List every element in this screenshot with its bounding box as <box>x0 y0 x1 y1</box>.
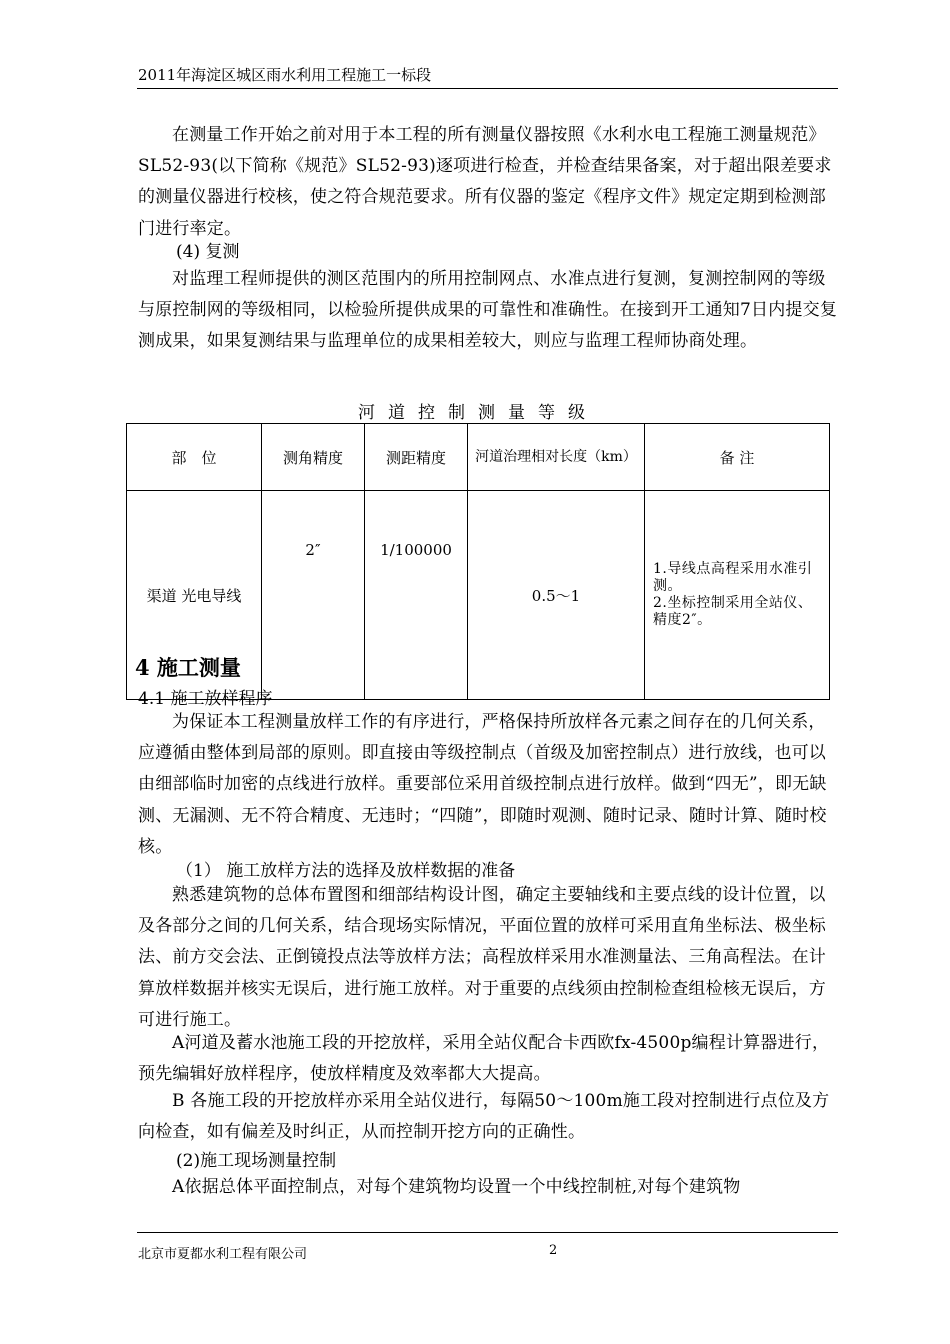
th-angle: 测角精度 <box>262 424 365 491</box>
cell-angle: 2″ <box>262 491 365 700</box>
page-header-title: 2011年海淀区城区雨水利用工程施工一标段 <box>138 66 432 84</box>
footer-company: 北京市夏都水利工程有限公司 <box>138 1247 308 1262</box>
table-header-row <box>127 424 830 491</box>
th-length: 河道治理相对长度（km） <box>468 424 645 491</box>
section-heading: 4 施工测量 <box>135 655 241 680</box>
item-recheck: (4) 复测 <box>176 242 240 262</box>
cell-part: 渠道 光电导线 <box>127 491 262 700</box>
paragraph-a: A河道及蓄水池施工段的开挖放样，采用全站仪配合卡西欧fx-4500p编程计算器进行，预先编辑好放样程序，使放样精度及效率都大大提高。 <box>138 1033 830 1085</box>
th-note: 备 注 <box>645 424 830 491</box>
paragraph-instrument-check: 在测量工作开始之前对用于本工程的所有测量仪器按照《水利水电工程施工测量规范》SL52-93(以下简称《规范》SL52-93)逐项进行检查，并检查结果备案，对于超出限差要求的测量仪器进行校核，使之符合规范要求。所有仪器的鉴定《程序文件》规定定期到检测部门进行率定。 <box>138 125 832 239</box>
table-caption: 河道控制测量等级 <box>358 403 598 423</box>
note-line-2: 2.坐标控制采用全站仪、精度2″。 <box>653 595 813 628</box>
item-method: （1） 施工放样方法的选择及放样数据的准备 <box>176 861 516 881</box>
page-number: 2 <box>549 1243 558 1258</box>
paragraph-b: B 各施工段的开挖放样亦采用全站仪进行，每隔50～100m施工段对控制进行点位及方向检查，如有偏差及时纠正，从而控制开挖方向的正确性。 <box>138 1091 830 1143</box>
note-line-1: 1.导线点高程采用水准引测。 <box>653 561 813 594</box>
header-rule <box>137 88 838 89</box>
cell-length: 0.5～1 <box>468 491 645 700</box>
paragraph-recheck: 对监理工程师提供的测区范围内的所用控制网点、水准点进行复测，复测控制网的等级与原控制网的等级相同，以检验所提供成果的可靠性和准确性。在接到开工通知7日内提交复测成果，如果复测结果与监理单位的成果相差较大，则应与监理工程师协商处理。 <box>138 269 838 352</box>
cell-distance: 1/100000 <box>365 491 468 700</box>
paragraph-procedure: 为保证本工程测量放样工作的有序进行，严格保持所放样各元素之间存在的几何关系，应遵循由整体到局部的原则。即直接由等级控制点（首级及加密控制点）进行放线，也可以由细部临时加密的点线进行放样。重要部位采用首级控制点进行放样。做到“四无”，即无缺测、无漏测、无不符合精度、无违时；“四随”，即随时观测、随时记录、随时计算、随时校核。 <box>138 712 827 857</box>
cell-note <box>645 491 830 700</box>
footer-rule <box>137 1232 838 1233</box>
paragraph-method: 熟悉建筑物的总体布置图和细部结构设计图，确定主要轴线和主要点线的设计位置，以及各部分之间的几何关系，结合现场实际情况，平面位置的放样可采用直角坐标法、极坐标法、前方交会法、正倒镜投点法等放样方法；高程放样采用水准测量法、三角高程法。在计算放样数据并核实无误后，进行施工放样。对于重要的点线须由控制检查组检核无误后，方可进行施工。 <box>138 885 826 1030</box>
item-site-control: (2)施工现场测量控制 <box>176 1151 337 1171</box>
subsection-heading: 4.1 施工放样程序 <box>138 689 273 709</box>
paragraph-a2: A依据总体平面控制点，对每个建筑物均设置一个中线控制桩,对每个建筑物 <box>172 1177 741 1197</box>
th-part: 部 位 <box>127 424 262 491</box>
th-distance: 测距精度 <box>365 424 468 491</box>
